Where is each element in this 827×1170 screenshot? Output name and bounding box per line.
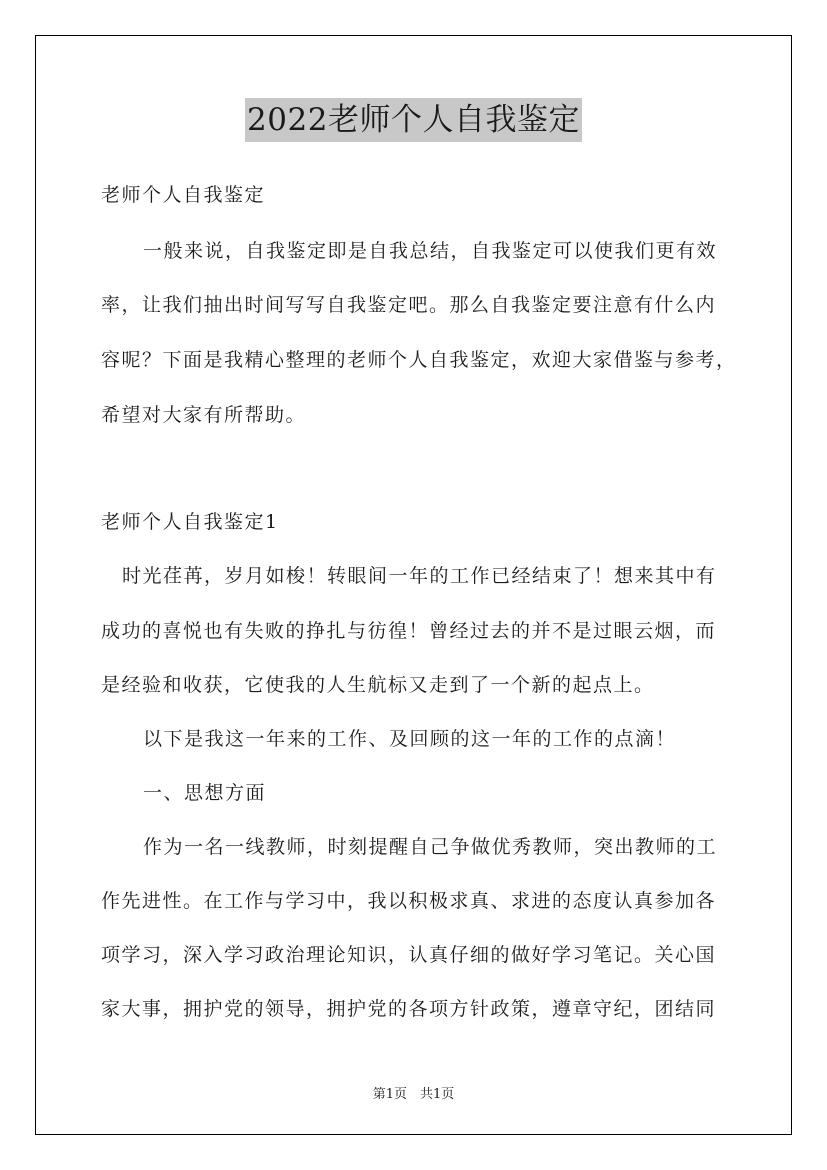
body-line: 家大事，拥护党的领导，拥护党的各项方针政策，遵章守纪，团结同: [101, 998, 717, 1020]
title-container: [0, 98, 827, 142]
body-line: 作为一名一线教师，时刻提醒自己争做优秀教师，突出教师的工: [143, 836, 718, 858]
body-line: 一、思想方面: [143, 782, 267, 804]
intro-line: 率，让我们抽出时间写写自我鉴定吧。那么自我鉴定要注意有什么内: [101, 294, 717, 316]
body-line: 作先进性。在工作与学习中，我以积极求真、求进的态度认真参加各: [101, 890, 717, 912]
body-line: 时光荏苒，岁月如梭！转眼间一年的工作已经结束了！想来其中有: [122, 565, 717, 587]
body-line: 以下是我这一年来的工作、及回顾的这一年的工作的点滴！: [143, 728, 677, 750]
body-line: 成功的喜悦也有失败的挣扎与彷徨！曾经过去的并不是过眼云烟，而: [101, 620, 717, 642]
page-number: 第1页 共1页: [372, 1087, 455, 1102]
page-footer: [0, 1083, 827, 1102]
document-title: 2022老师个人自我鉴定: [245, 98, 582, 142]
intro-line: 希望对大家有所帮助。: [101, 404, 307, 426]
intro-line: 容呢？下面是我精心整理的老师个人自我鉴定，欢迎大家借鉴与参考，: [101, 349, 737, 371]
subtitle: 老师个人自我鉴定: [101, 184, 266, 206]
section-heading: 老师个人自我鉴定1: [101, 511, 279, 533]
intro-line: 一般来说，自我鉴定即是自我总结，自我鉴定可以使我们更有效: [143, 240, 718, 262]
body-line: 项学习，深入学习政治理论知识，认真仔细的做好学习笔记。关心国: [101, 944, 717, 966]
body-line: 是经验和收获，它使我的人生航标又走到了一个新的起点上。: [101, 674, 655, 696]
